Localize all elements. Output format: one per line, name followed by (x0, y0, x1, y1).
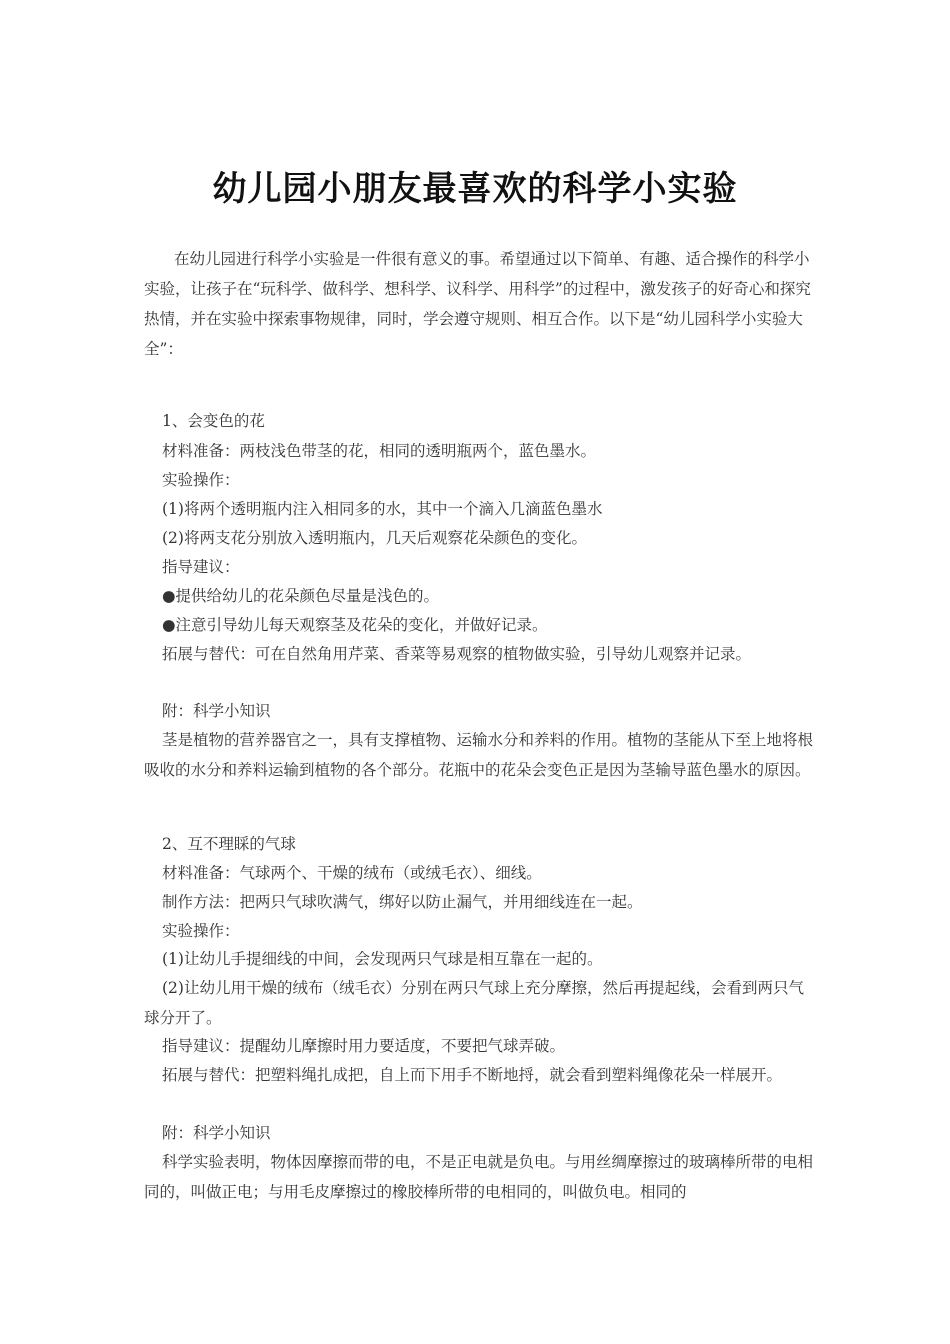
exp1-knowledge: 茎是植物的营养器官之一，具有支撑植物、运输水分和养料的作用。植物的茎能从下至上地将根吸收的水分和养料运输到植物的各个部分。花瓶中的花朵会变色正是因为茎输导蓝色墨水的原因。 (144, 731, 814, 779)
exp1-extension: 拓展与替代：可在自然角用芹菜、香菜等易观察的植物做实验，引导幼儿观察并记录。 (162, 645, 752, 663)
intro-paragraph: 在幼儿园进行科学小实验是一件很有意义的事。希望通过以下简单、有趣、适合操作的科学小实验，让孩子在“玩科学、做科学、想科学、议科学、用科学”的过程中，激发孩子的好奇心和探究热情，并在实验中探索事物规律，同时，学会遵守规则、相互合作。以下是“幼儿园科学小实验大全”： (144, 250, 811, 358)
exp1-knowledge-label: 附：科学小知识 (162, 702, 271, 720)
exp2-extension: 拓展与替代：把塑料绳扎成把，自上而下用手不断地捋，就会看到塑料绳像花朵一样展开。 (162, 1066, 783, 1084)
exp2-guide: 指导建议：提醒幼儿摩擦时用力要适度，不要把气球弄破。 (162, 1037, 566, 1055)
exp1-step2: (2)将两支花分别放入透明瓶内，几天后观察花朵颜色的变化。 (162, 529, 587, 547)
exp1-guide-label: 指导建议： (162, 558, 240, 576)
exp2-materials: 材料准备：气球两个、干燥的绒布（或绒毛衣）、细线。 (162, 864, 542, 882)
page-title: 幼儿园小朋友最喜欢的科学小实验 (212, 169, 738, 209)
exp1-heading: 1、会变色的花 (162, 412, 265, 430)
exp1-tip1: ●提供给幼儿的花朵颜色尽量是浅色的。 (162, 587, 440, 605)
exp2-step1: (1)让幼儿手提细线的中间，会发现两只气球是相互靠在一起的。 (162, 950, 603, 968)
exp2-heading: 2、互不理睬的气球 (162, 835, 296, 853)
exp1-step1: (1)将两个透明瓶内注入相同多的水，其中一个滴入几滴蓝色墨水 (162, 500, 603, 518)
exp2-knowledge-label: 附：科学小知识 (162, 1124, 271, 1142)
exp1-tip2: ●注意引导幼儿每天观察茎及花朵的变化，并做好记录。 (162, 616, 548, 634)
exp2-operation-label: 实验操作： (162, 922, 240, 940)
exp2-step2: (2)让幼儿用干燥的绒布（绒毛衣）分别在两只气球上充分摩擦，然后再提起线，会看到两只气球分开了。 (144, 979, 804, 1027)
exp1-materials: 材料准备：两枝浅色带茎的花，相同的透明瓶两个，蓝色墨水。 (162, 442, 597, 460)
exp2-knowledge: 科学实验表明，物体因摩擦而带的电，不是正电就是负电。与用丝绸摩擦过的玻璃棒所带的电相同的，叫做正电；与用毛皮摩擦过的橡胶棒所带的电相同的，叫做负电。相同的 (144, 1153, 814, 1201)
exp2-method: 制作方法：把两只气球吹满气，绑好以防止漏气，并用细线连在一起。 (162, 893, 643, 911)
exp1-operation-label: 实验操作： (162, 471, 240, 489)
